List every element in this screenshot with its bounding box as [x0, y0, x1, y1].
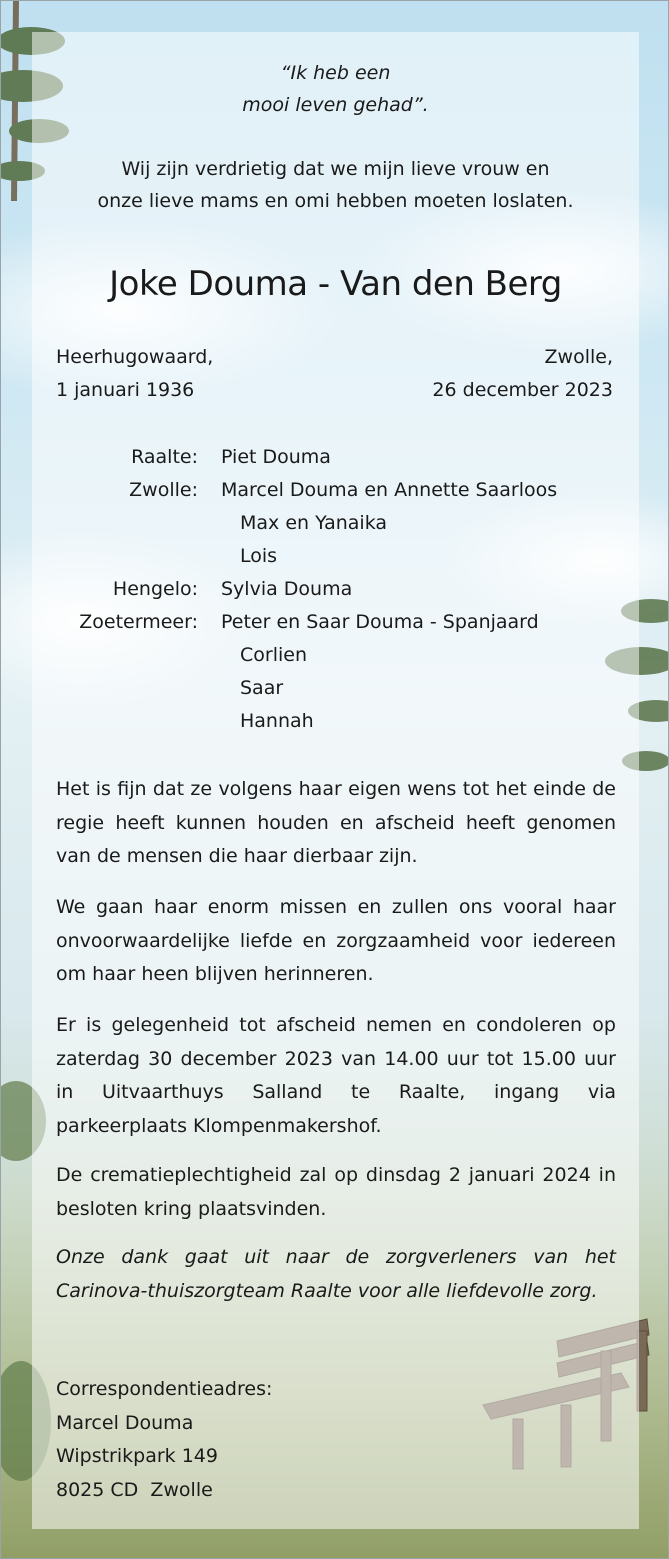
death-info [432, 341, 613, 407]
family-member: Saar [240, 677, 284, 699]
motto [1, 57, 669, 121]
correspondence-city: 8025 CD Zwolle [56, 1478, 213, 1501]
family-place: Raalte: [131, 446, 198, 468]
family-place: Zwolle: [129, 479, 198, 501]
family-row [1, 474, 669, 507]
family-row [1, 507, 669, 540]
intro-text [1, 153, 669, 217]
paragraph-cremation: De crematieplechtigheid zal op dinsdag 2 januari 2024 in besloten kring plaatsvinden. [56, 1164, 616, 1220]
motto-line-2: mooi leven gehad”. [242, 94, 429, 116]
family-member: Corlien [240, 644, 307, 666]
deceased-name: Joke Douma - Van den Berg [109, 264, 562, 304]
family-place: Zoetermeer: [79, 611, 198, 633]
family-row [1, 573, 669, 606]
family-row [1, 441, 669, 474]
family-member: Peter en Saar Douma - Spanjaard [221, 611, 539, 633]
family-row [1, 672, 669, 705]
death-date: 26 december 2023 [432, 379, 613, 401]
family-row [1, 639, 669, 672]
family-place: Hengelo: [112, 578, 198, 600]
paragraph-missing: We gaan haar enorm missen en zullen ons vooral haar onvoorwaardelijke liefde en zorgzaamheid voor iedereen om haar heen blijven herinneren. [56, 896, 616, 985]
birth-place: Heerhugowaard, [56, 346, 214, 368]
family-member: Lois [240, 545, 278, 567]
intro-line-2: onze lieve mams en omi hebben moeten loslaten. [97, 190, 574, 212]
correspondence-label: Correspondentieadres: [56, 1378, 273, 1400]
family-member: Piet Douma [221, 446, 331, 468]
family-member: Marcel Douma en Annette Saarloos [221, 479, 558, 501]
family-member: Hannah [240, 710, 314, 732]
correspondence-street: Wipstrikpark 149 [56, 1445, 218, 1467]
correspondence-name: Marcel Douma [56, 1411, 194, 1434]
correspondence-address [56, 1373, 272, 1507]
family-member: Max en Yanaika [240, 512, 387, 534]
family-row [1, 606, 669, 639]
paragraph-wish: Het is fijn dat ze volgens haar eigen wens tot het einde de regie heeft kunnen houden en afscheid heeft genomen van de mensen die haar dierbaar zijn. [56, 778, 616, 867]
death-place: Zwolle, [544, 346, 613, 368]
paragraph-thanks: Onze dank gaat uit naar de zorgverleners van het Carinova-thuiszorgteam Raalte voor alle liefdevolle zorg. [56, 1246, 616, 1302]
birth-date: 1 januari 1936 [56, 379, 195, 401]
family-row [1, 540, 669, 573]
motto-line-1: “Ik heb een [280, 62, 391, 84]
family-member: Sylvia Douma [221, 578, 353, 600]
intro-line-1: Wij zijn verdrietig dat we mijn lieve vrouw en [121, 158, 550, 180]
family-row [1, 705, 669, 738]
paragraph-condolence: Er is gelegenheid tot afscheid nemen en condoleren op zaterdag 30 december 2023 van 14.00 uur tot 15.00 uur in Uitvaarthuys Salland te Raalte, ingang via parkeerplaats Klompenmakershof. [56, 1014, 616, 1137]
birth-info [56, 341, 213, 407]
